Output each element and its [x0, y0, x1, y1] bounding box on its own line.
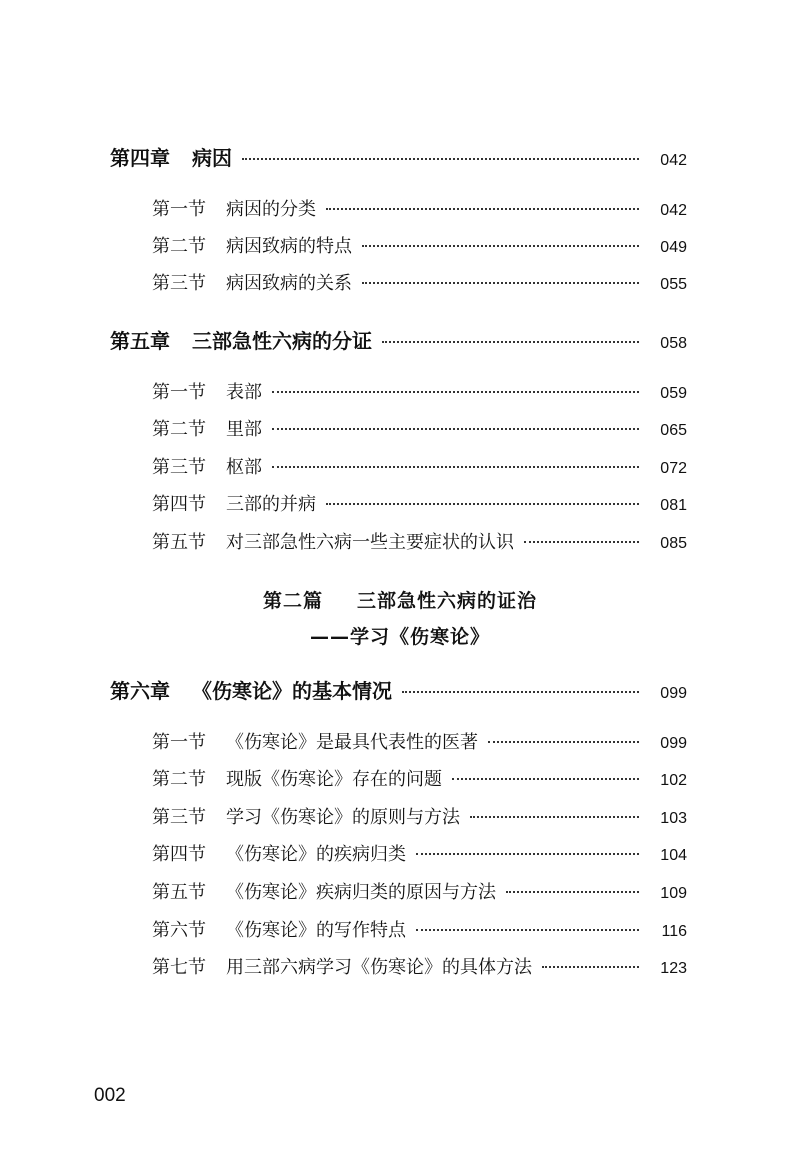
section-title: 对三部急性六病一些主要症状的认识: [226, 532, 514, 553]
section-number: 第一节: [152, 382, 206, 403]
page-number: 099: [660, 735, 687, 752]
page-number: 042: [660, 202, 687, 219]
section-number: 第一节: [152, 199, 206, 220]
toc-section[interactable]: [152, 490, 687, 518]
page-number: 109: [660, 885, 687, 902]
toc-section[interactable]: [152, 378, 687, 406]
page-number: 058: [660, 335, 687, 352]
leader-dots: [326, 208, 639, 210]
section-title: 病因致病的特点: [226, 236, 352, 257]
section-number: 第四节: [152, 844, 206, 865]
section-number: 第二节: [152, 419, 206, 440]
section-title: 《伤寒论》的写作特点: [226, 920, 406, 941]
section-number: 第五节: [152, 882, 206, 903]
leader-dots: [272, 466, 639, 468]
leader-dots: [272, 391, 639, 393]
leader-dots: [524, 541, 639, 543]
page-number: 055: [660, 276, 687, 293]
leader-dots: [488, 741, 639, 743]
leader-dots: [416, 929, 639, 931]
toc-section[interactable]: [152, 953, 687, 981]
chapter-number: 第六章: [110, 679, 170, 703]
toc-section[interactable]: [152, 269, 687, 297]
page-number: 042: [660, 152, 687, 169]
page-number: 116: [661, 923, 687, 940]
toc-chapter-5[interactable]: [110, 325, 687, 353]
section-number: 第二节: [152, 769, 206, 790]
page-number: 059: [660, 385, 687, 402]
section-number: 第七节: [152, 957, 206, 978]
section-title: 用三部六病学习《伤寒论》的具体方法: [226, 957, 532, 978]
section-title: 病因致病的关系: [226, 273, 352, 294]
section-title: 里部: [226, 419, 262, 440]
toc-section[interactable]: [152, 195, 687, 223]
toc-section[interactable]: [152, 232, 687, 260]
section-number: 第六节: [152, 920, 206, 941]
section-number: 第五节: [152, 532, 206, 553]
section-title: 《伤寒论》是最具代表性的医著: [226, 732, 478, 753]
toc-section[interactable]: [152, 916, 687, 944]
toc-section[interactable]: [152, 528, 687, 556]
page-number: 099: [660, 685, 687, 702]
toc-section[interactable]: [152, 803, 687, 831]
leader-dots: [272, 428, 639, 430]
section-number: 第三节: [152, 457, 206, 478]
part-title: 三部急性六病的证治: [357, 590, 538, 612]
leader-dots: [452, 778, 639, 780]
toc-section[interactable]: [152, 840, 687, 868]
page-number: 085: [660, 535, 687, 552]
toc-section[interactable]: [152, 415, 687, 443]
section-title: 现版《伤寒论》存在的问题: [226, 769, 442, 790]
chapter-number: 第五章: [110, 329, 170, 353]
folio-page-number: 002: [94, 1085, 126, 1106]
section-title: 表部: [226, 382, 262, 403]
section-title: 《伤寒论》的疾病归类: [226, 844, 406, 865]
section-number: 第三节: [152, 807, 206, 828]
leader-dots: [470, 816, 639, 818]
section-title: 三部的并病: [226, 494, 316, 515]
toc-section[interactable]: [152, 453, 687, 481]
leader-dots: [242, 158, 639, 160]
toc-section[interactable]: [152, 728, 687, 756]
toc-chapter-6[interactable]: [110, 675, 687, 703]
part-number: 第二篇: [262, 590, 323, 612]
page-number: 103: [660, 810, 687, 827]
section-title: 学习《伤寒论》的原则与方法: [226, 807, 460, 828]
leader-dots: [382, 341, 639, 343]
section-number: 第四节: [152, 494, 206, 515]
chapter-title: 病因: [192, 146, 232, 170]
leader-dots: [362, 245, 639, 247]
toc-section[interactable]: [152, 765, 687, 793]
page-number: 102: [660, 772, 687, 789]
toc-section[interactable]: [152, 878, 687, 906]
leader-dots: [506, 891, 639, 893]
section-title: 《伤寒论》疾病归类的原因与方法: [226, 882, 496, 903]
chapter-title: 三部急性六病的分证: [192, 329, 372, 353]
toc-chapter-4[interactable]: [110, 142, 687, 170]
page-number: 049: [660, 239, 687, 256]
page-number: 065: [660, 422, 687, 439]
section-number: 第二节: [152, 236, 206, 257]
leader-dots: [362, 282, 639, 284]
leader-dots: [402, 691, 639, 693]
part-heading[interactable]: [0, 586, 800, 613]
chapter-number: 第四章: [110, 146, 170, 170]
page-number: 072: [660, 460, 687, 477]
leader-dots: [542, 966, 639, 968]
part-subtitle: ——学习《伤寒论》: [309, 626, 490, 648]
section-title: 病因的分类: [226, 199, 316, 220]
page-number: 123: [660, 960, 687, 977]
page-number: 081: [660, 497, 687, 514]
page-number: 104: [660, 847, 687, 864]
leader-dots: [326, 503, 639, 505]
section-number: 第三节: [152, 273, 206, 294]
section-number: 第一节: [152, 732, 206, 753]
section-title: 枢部: [226, 457, 262, 478]
chapter-title: 《伤寒论》的基本情况: [192, 679, 392, 703]
leader-dots: [416, 853, 639, 855]
